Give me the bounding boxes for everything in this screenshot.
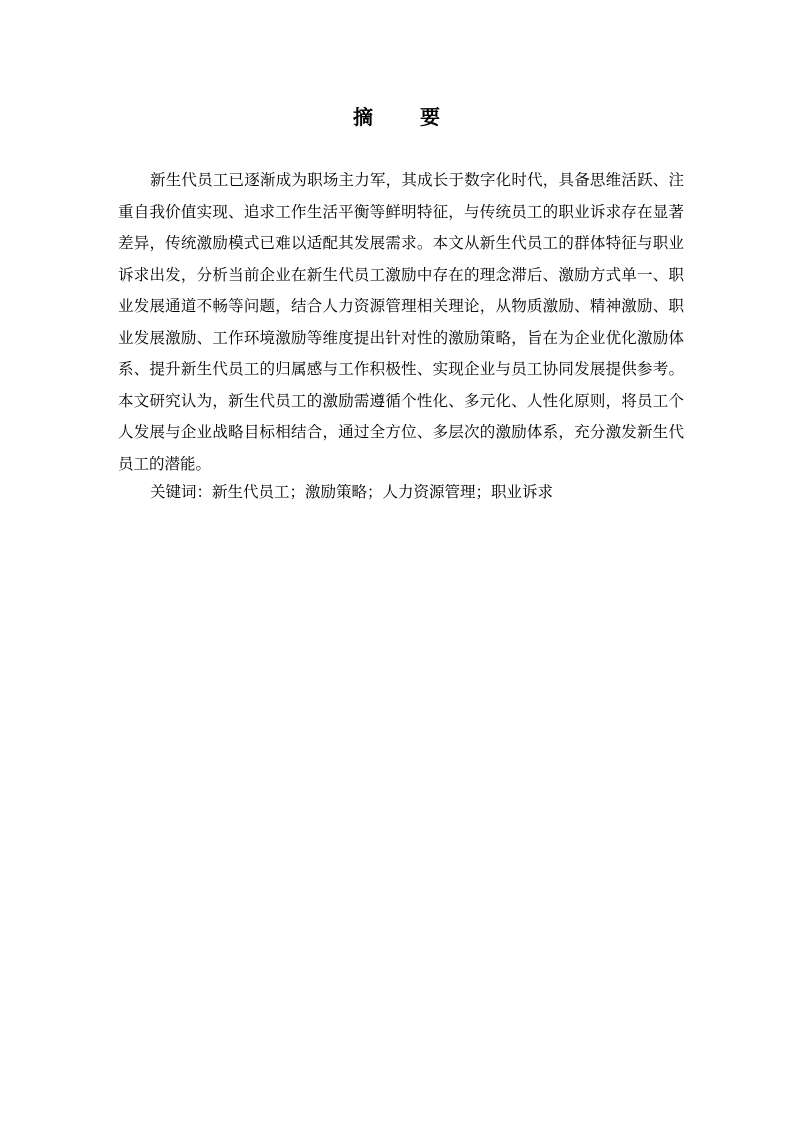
keywords-line: 关键词：新生代员工；激励策略；人力资源管理；职业诉求 [150,483,554,501]
abstract-title: 摘 要 [353,105,460,129]
abstract-body: 新生代员工已逐渐成为职场主力军，其成长于数字化时代，具备思维活跃、注重自我价值实现、追求工作生活平衡等鲜明特征，与传统员工的职业诉求存在显著差异，传统激励模式已难以适配其发展需求。本文从新生代员工的群体特征与职业诉求出发，分析当前企业在新生代员工激励中存在的理念滞后、激励方式单一、职业发展通道不畅等问题，结合人力资源管理相关理论，从物质激励、精神激励、职业发展激励、工作环境激励等维度提出针对性的激励策略，旨在为企业优化激励体系、提升新生代员工的归属感与工作积极性、实现企业与员工协同发展提供参考。本文研究认为，新生代员工的激励需遵循个性化、多元化、人性化原则，将员工个人发展与企业战略目标相结合，通过全方位、多层次的激励体系，充分激发新生代员工的潜能。 [118,171,684,473]
